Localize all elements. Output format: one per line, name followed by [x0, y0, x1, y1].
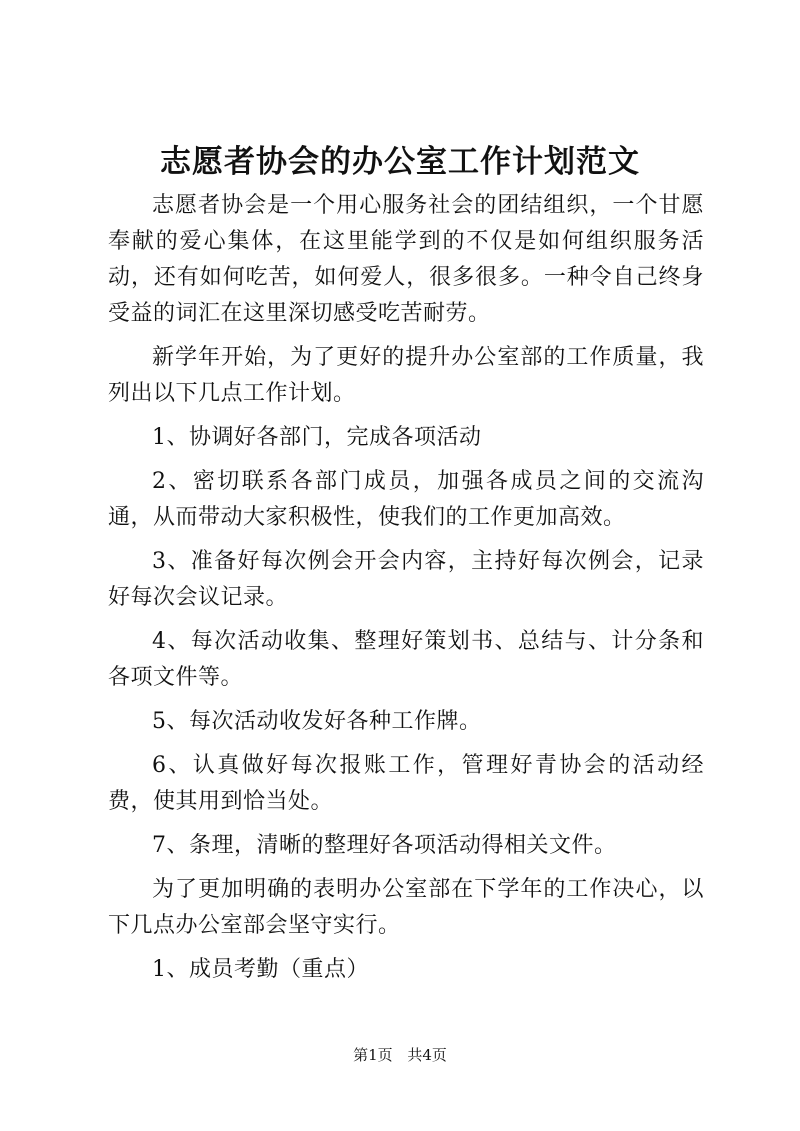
list-item-3: 3、准备好每次例会开会内容，主持好每次例会，记录好每次会议记录。 — [108, 549, 704, 610]
page-footer — [0, 1045, 800, 1065]
list-item-7: 7、条理，清晰的整理好各项活动得相关文件。 — [152, 833, 617, 858]
paragraph-plan-intro: 新学年开始，为了更好的提升办公室部的工作质量，我列出以下几点工作计划。 — [108, 345, 704, 406]
list-item-4: 4、每次活动收集、整理好策划书、总结与、计分条和各项文件等。 — [108, 629, 704, 690]
page-number: 第1页 — [353, 1046, 393, 1064]
list-item-attendance: 1、成员考勤（重点） — [152, 957, 369, 982]
paragraph-intro: 志愿者协会是一个用心服务社会的团结组织，一个甘愿奉献的爱心集体，在这里能学到的不仅是如何组织服务活动，还有如何吃苦，如何爱人，很多很多。一种令自己终身受益的词汇在这里深切感受吃苦耐劳。 — [108, 193, 704, 326]
list-item-1: 1、协调好各部门，完成各项活动 — [152, 425, 482, 450]
document-title: 志愿者协会的办公室工作计划范文 — [160, 144, 640, 180]
list-item-2: 2、密切联系各部门成员，加强各成员之间的交流沟通，从而带动大家积极性，使我们的工作更加高效。 — [108, 469, 704, 530]
document-body — [108, 188, 704, 988]
paragraph-commitment: 为了更加明确的表明办公室部在下学年的工作决心，以下几点办公室部会坚守实行。 — [108, 877, 704, 938]
page-total: 共4页 — [407, 1046, 447, 1064]
list-item-6: 6、认真做好每次报账工作，管理好青协会的活动经费，使其用到恰当处。 — [108, 753, 704, 814]
list-item-5: 5、每次活动收发好各种工作牌。 — [152, 709, 482, 734]
